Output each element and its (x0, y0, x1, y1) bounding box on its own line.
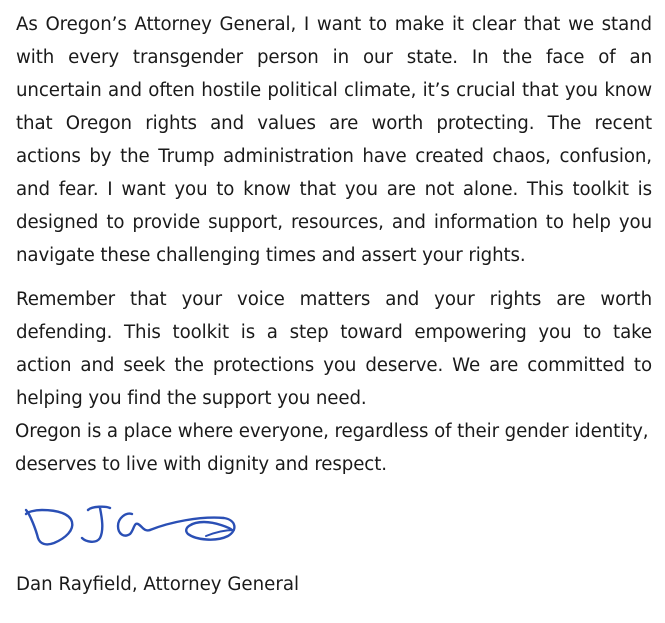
letter-paragraph-1: As Oregon’s Attorney General, I want to make it clear that we stand with every transgender person in our state. In the face of an uncertain and often hostile political climate, it’s crucial that you know that Oregon rights and values are worth protecting. The recent actions by the Trump administration have created chaos, confusion, and fear. I want you to know that you are not alone. This toolkit is designed to provide support, resources, and information to help you navigate these challenging times and assert your rights. (16, 14, 652, 266)
handwritten-signature (20, 500, 250, 560)
signer-name: Dan Rayfield, Attorney General (16, 574, 300, 595)
letter-body (16, 8, 652, 481)
letter-paragraph-2: Remember that your voice matters and your rights are worth defending. This toolkit is a step toward empowering you to take action and seek the protections you deserve. We are committed to helping you find the support you need. (16, 289, 652, 409)
letter-paragraph-3: Oregon is a place where everyone, regardless of their gender identity, deserves to live with dignity and respect. (15, 421, 649, 475)
